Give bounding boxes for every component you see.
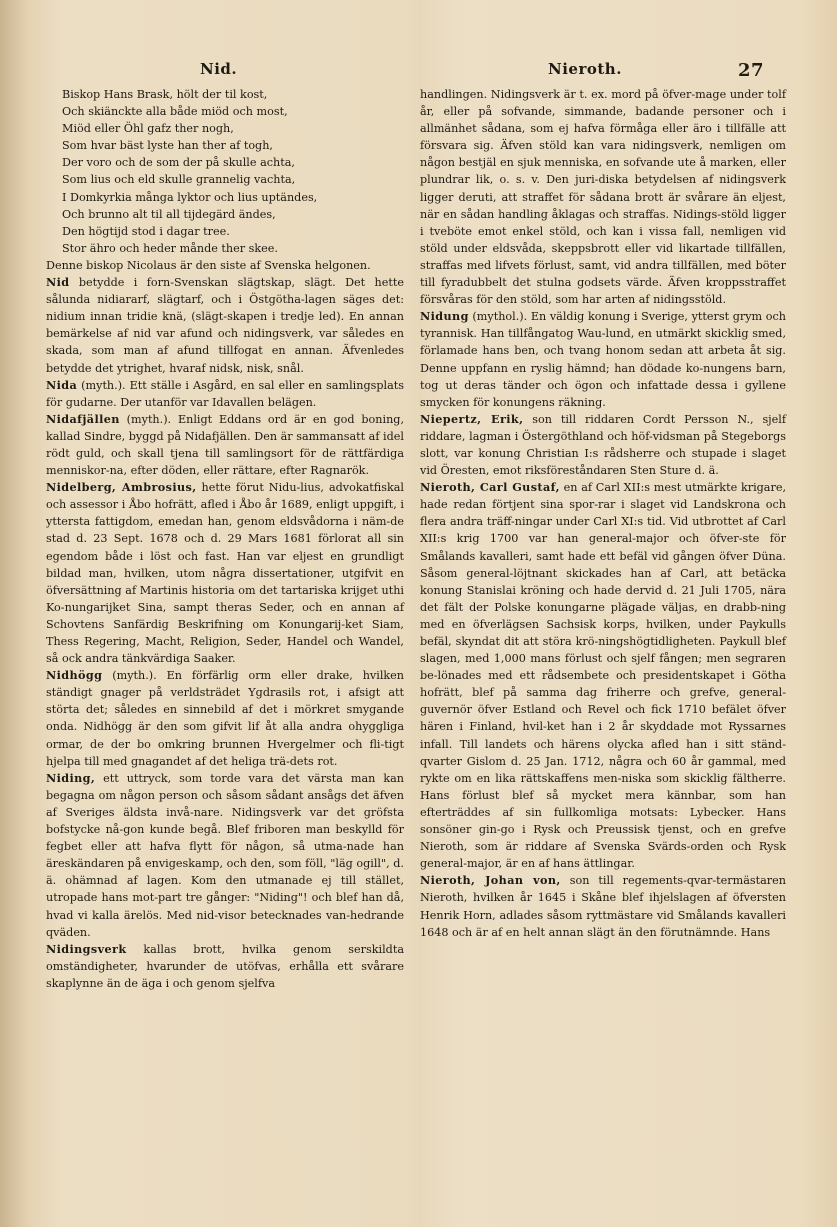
poem-line: Och brunno alt til all tijdegärd ändes, bbox=[62, 207, 276, 221]
headword: Nidelberg, Ambrosius, bbox=[46, 480, 197, 495]
headword: Niding, bbox=[46, 770, 96, 785]
running-head-left: Nid. bbox=[200, 60, 238, 78]
entry-text: hette förut Nidu-lius, advokatfiskal och assessor i Åbo hofrätt, afled i Åbo år 1689, enligt uppgift, i yttersta fattigdom, emedan han, genom eldsvådorna i näm-de stad d. 23 Sept. 1678 och d. 29 Mars 1681 förlorat all sin egendom både i löst och fast. Han var eljest en grundligt bildad man, hvilken, utom några dissertationer, utgifvit en öfversättning af Martinis historia om det tartariska krijget uthi Ko-nungarijket Sina, sampt theras Seder, och en annan af Schovtens Sanfärdig Beskrifning om Konungarij-ket Siam, Thess Regering, Macht, Religion, Seder, Handel och Wandel, så ock andra tänkvärdiga Saaker. bbox=[46, 481, 405, 666]
headword: Nidingsverk bbox=[46, 941, 127, 956]
right-column bbox=[420, 86, 786, 941]
entry-text: kallas brott, hvilka genom serskildta omständigheter, hvarunder de utöfvas, erhålla ett svårare skaplynne än de äga i och genom sjelfva bbox=[46, 942, 404, 990]
poem-line: Der voro och de som der på skulle achta, bbox=[62, 156, 295, 170]
poem-after-text: Denne biskop Nicolaus är den siste af Svenska helgonen. bbox=[46, 258, 371, 272]
entry-text: (myth.). En förfärlig orm eller drake, hvilken ständigt gnager på verldsträdet Ygdrasils rot, i afsigt att störta det; således en sinnebild af det i mörkret smygande onda. Nidhögg är den som gifvit lif åt alla andra ohyggliga ormar, de der bo omkring brunnen Hvergelmer och fli-tigt hjelpa till med gnagandet af det heliga trä-dets rot. bbox=[46, 669, 404, 768]
entry-text: ett uttryck, som torde vara det värsta man kan begagna om någon person och såsom sådant ansågs det äfven af Sveriges äldsta invå-nare. Nidingsverk var det gröfsta bofstycke nå-gon kunde begå. Blef friboren man beskylld för fegbet eller att hafva flytt för någon, så utma-nade han äreskändaren på envigeskamp, och den, som föll, "läg ogill", d. ä. ohämnad af lagen. Kom den utmanade ej till stället, utropade hans mot-part tre gånger: "Niding"! och blef han då, hvad vi kalla ärelös. Med nid-visor betecknades van-hedrande qväden. bbox=[46, 771, 404, 939]
entry-text: (myth.). Ett ställe i Asgård, en sal eller en samlingsplats för gudarne. Der utanför var Idavallen belägen. bbox=[46, 378, 404, 409]
running-head-center: Nieroth. bbox=[548, 60, 622, 78]
entry-nida bbox=[46, 377, 404, 411]
entry-text: son till riddaren Cordt Persson N., sjelf riddare, lagman i Östergöthland och höf-vidsman på Stegeborgs slott, var konung Christian I:s rådsherre och stupade i slaget vid Öresten, emot riksföreståndaren Sten Sture d. ä. bbox=[420, 412, 786, 478]
headword: Nidhögg bbox=[46, 668, 103, 683]
headword: Nid bbox=[46, 275, 70, 290]
entry-nidingsverk bbox=[46, 941, 404, 992]
poem-line: Stor ähro och heder månde ther skee. bbox=[62, 241, 278, 255]
poem-line: Biskop Hans Brask, hölt der til kost, bbox=[62, 88, 268, 101]
headword: Nida bbox=[46, 377, 78, 392]
headword: Nieroth, Carl Gustaf, bbox=[420, 480, 560, 495]
entry-niepertz bbox=[420, 411, 786, 479]
entry-nidelberg bbox=[46, 479, 404, 667]
entry-nidafjallen bbox=[46, 411, 404, 479]
entry-text: en af Carl XII:s mest utmärkte krigare, hade redan förtjent sina spor-rar i slaget vid Landskrona och flera andra träff-ningar under Carl XI:s tid. Vid utbrottet af Carl XII:s krig 1700 var han general-major och öfver-ste för Smålands kavalleri, samt hade ett befäl vid gången öfver Düna. Såsom general-löjtnant skickades han af Carl, att betäcka konung Stanislai kröning och hade dervid d. 21 Juli 1705, nära det fält der Polske konungarne plägade väljas, en drabb-ning med en öfverlägsen Sachsisk korps, hvilken, under Paykulls befäl, skyndat dit att störa krö-ningshögtidligheten. Paykull blef slagen, med 1,000 mans förlust och sjelf fången; men segraren be-lönades med ett rådsembete och presidentskapet i Götha hofrätt, blef på samma dag friherre och grefve, general-guvernör öfver Estland och Revel och fick 1710 befälet öfver hären i Finland, hvil-ket han i 2 år skyddade mot Ryssarnes infall. Till landets och härens olycka afled han i sitt ständ-qvarter Gislom d. 25 Jan. 1712, några och 60 år gammal, med rykte om en lika rättskaffens men-niska som skicklig fältherre. Hans förlust blef så mycket mera kännbar, som han efterträddes af sin fullkomliga motsats: Lybecker. Hans sonsöner gin-go i Rysk och Preussisk tjenst, och en grefve Nieroth, som är riddare af Svenska Svärds-orden och Rysk general-major, är en af hans ättlingar. bbox=[420, 481, 787, 871]
entry-continuation bbox=[420, 86, 786, 308]
entry-text: (mythol.). En väldig konung i Sverige, ytterst grym och tyrannisk. Han tillfångatog Wau-lund, en utmärkt skicklig smed, förlamade hans ben, och tvang honom sedan att arbeta åt sig. Denne uppfann en ryslig hämnd; han dödade ko-nungens barn, tog ut deras tänder och ögon och infattade dessa i gyllene smycken för konungens räkning. bbox=[420, 310, 786, 409]
entry-niding bbox=[46, 770, 404, 941]
poem-line: Som hvar bäst lyste han ther af togh, bbox=[62, 139, 273, 153]
entry-text: (myth.). Enligt Eddans ord är en god boning, kallad Sindre, byggd på Nidafjällen. Den är sammansatt af idel rödt guld, och skall tjena till samlingsort för de rättfärdiga menniskor-na, efter döden, eller rättare, efter Ragnarök. bbox=[46, 412, 404, 478]
poem-line: Och skiänckte alla både miöd och most, bbox=[62, 105, 288, 119]
entry-text: son till regements-qvar-termästaren Nieroth, hvilken år 1645 i Skåne blef ihjelslagen af öfversten Henrik Horn, adlades såsom ryttmästare vid Smålands kavalleri 1648 och är af en helt annan slägt än den förutnämnde. Hans bbox=[420, 874, 786, 939]
headword: Nidafjällen bbox=[46, 411, 120, 426]
entry-nidung bbox=[420, 308, 786, 411]
poem bbox=[46, 86, 404, 257]
entry-nieroth-johan bbox=[420, 872, 786, 940]
entry-text: handlingen. Nidingsverk är t. ex. mord på öfver-mage under tolf år, eller på sofvande, simmande, badande personer och i allmänhet sådana, som ej hafva förmåga eller äro i tillfälle att försvara sig. Äfven stöld kan vara nidingsverk, nemligen om någon bestjäl en sjuk menniska, en sofvande ute å marken, eller plundrar lik, o. s. v. Den juri-diska betydelsen af nidingsverk ligger deruti, att straffet för sådana brott är svårare än eljest, när en sådan handling åklagas och straffas. Nidings-stöld ligger i tveböte emot enkel stöld, och kan i vissa fall, nemligen vid stöld under eldsvåda, skeppsbrott eller vid likartade tillfällen, straffas med lifvets förlust, samt, vid andra tillfällen, med böter till fyradubbelt det stulna godsets värde. Äfven kroppsstraffet försvåras för den stöld, som har arten af nidingsstöld. bbox=[420, 88, 786, 307]
entry-nieroth-carl bbox=[420, 479, 786, 872]
headword: Niepertz, Erik, bbox=[420, 411, 524, 426]
entry-nidhogg bbox=[46, 667, 404, 770]
headword: Nieroth, Johan von, bbox=[420, 873, 561, 888]
entry-nid bbox=[46, 274, 404, 377]
entry-text: betydde i forn-Svenskan slägtskap, slägt. Det hette sålunda nidiararf, slägtarf, och i Östgötha-lagen säges det: nidium innan tridie knä, (slägt-skapen i tredje led). En annan bemärkelse af nid var afund och nidingsverk, var således en skada, som man af afund tillfogat en annan. Äfvenledes betydde det ytrighet, hvaraf nidsk, nisk, snål. bbox=[46, 276, 404, 375]
poem-line: Miöd eller Öhl gafz ther nogh, bbox=[62, 122, 234, 136]
left-column bbox=[46, 86, 404, 992]
poem-line: Som lius och eld skulle grannelig vachta, bbox=[62, 173, 296, 187]
headword: Nidung bbox=[420, 309, 469, 324]
poem-line: I Domkyrkia många lyktor och lius uptändes, bbox=[62, 190, 318, 204]
page-number: 27 bbox=[738, 60, 765, 81]
poem-line: Den högtijd stod i dagar tree. bbox=[62, 224, 230, 238]
